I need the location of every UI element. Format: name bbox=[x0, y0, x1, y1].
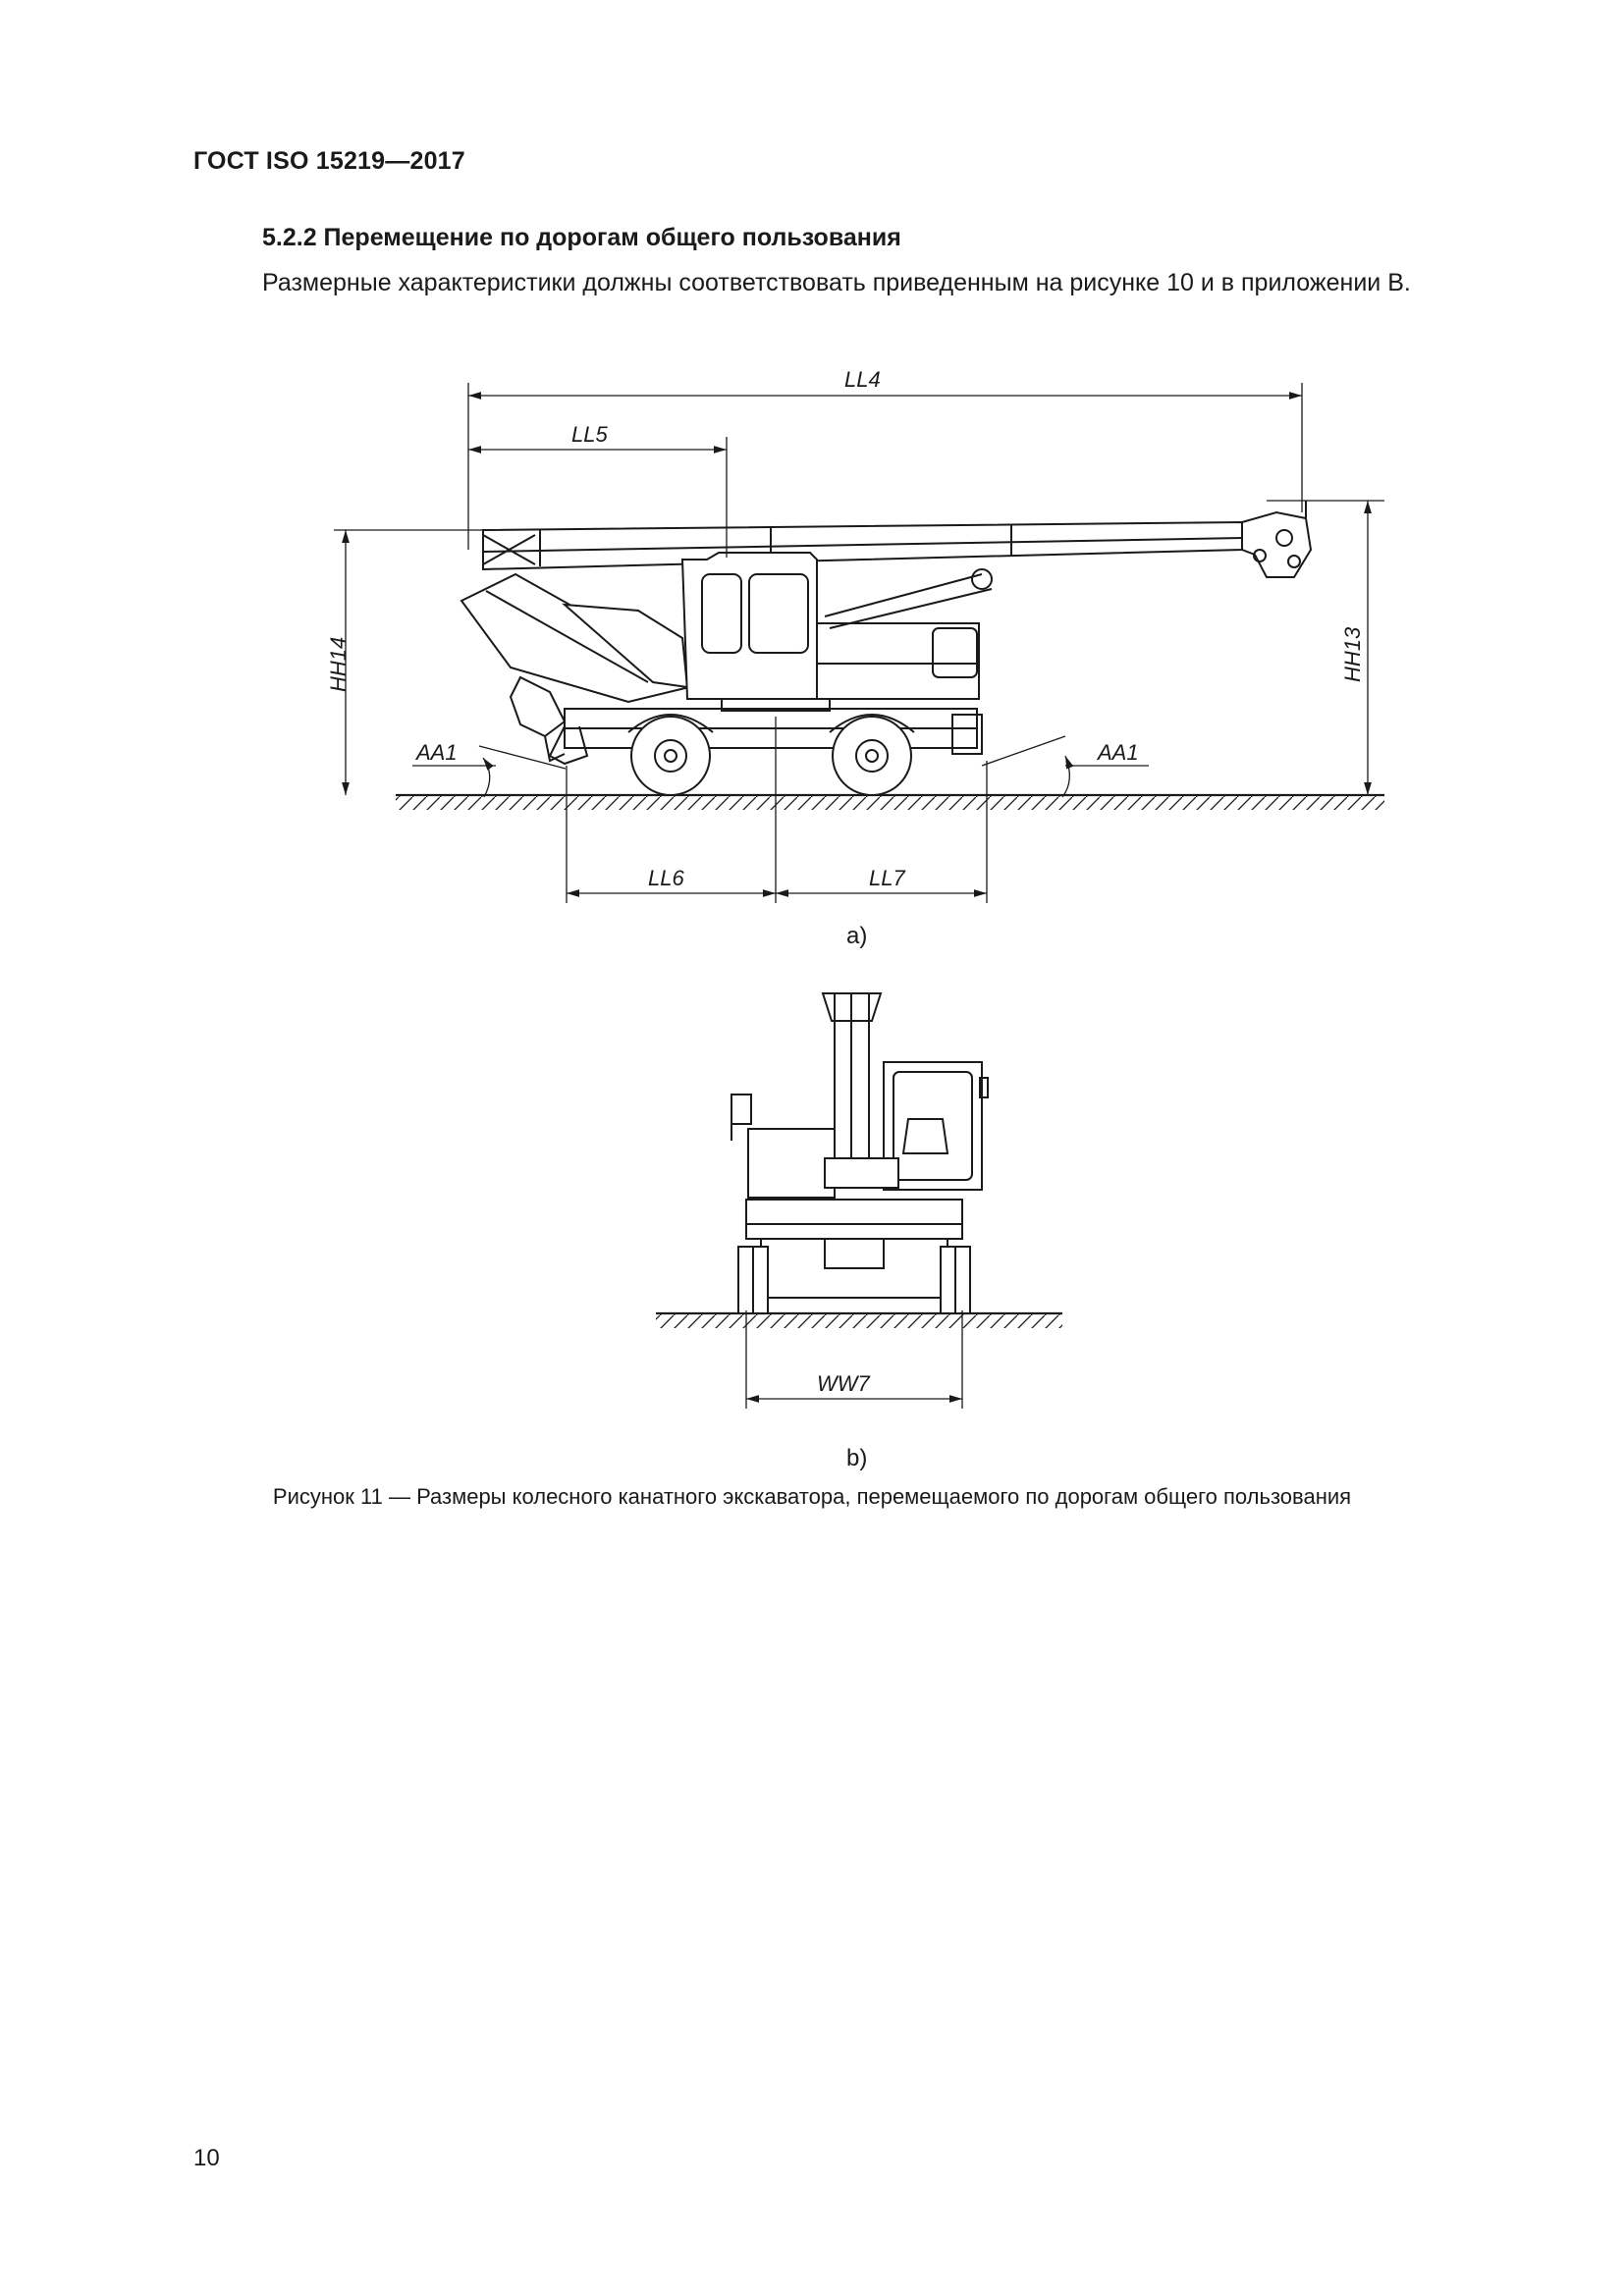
section-title: 5.2.2 Перемещение по дорогам общего пользования bbox=[262, 224, 901, 251]
dim-label-ll5: LL5 bbox=[571, 422, 608, 447]
excavator-side-drawing bbox=[461, 501, 1311, 795]
dim-label-aa1-right: AA1 bbox=[1098, 740, 1139, 765]
figure-a-sublabel: a) bbox=[846, 923, 868, 949]
dim-label-aa1-left: AA1 bbox=[416, 740, 458, 765]
figure-a-side-view bbox=[0, 0, 1624, 947]
ground-line bbox=[396, 795, 1384, 810]
figure-caption: Рисунок 11 — Размеры колесного канатного экскаватора, перемещаемого по дорогам общего пользования bbox=[272, 1484, 1352, 1509]
figure-b-front-view bbox=[0, 972, 1624, 1438]
ground-line bbox=[656, 1313, 1062, 1328]
figure-b-sublabel: b) bbox=[846, 1445, 868, 1471]
page-number: 10 bbox=[193, 2145, 220, 2171]
dim-label-hh14: HH14 bbox=[326, 636, 351, 692]
document-header: ГОСТ ISO 15219—2017 bbox=[193, 147, 465, 175]
dim-label-ww7: WW7 bbox=[817, 1371, 870, 1396]
dim-label-ll6: LL6 bbox=[648, 866, 684, 890]
dim-label-hh13: HH13 bbox=[1340, 626, 1365, 682]
excavator-front-drawing bbox=[731, 993, 988, 1313]
dim-label-ll4: LL4 bbox=[844, 367, 881, 392]
section-paragraph: Размерные характеристики должны соответствовать приведенным на рисунке 10 и в приложении В. bbox=[262, 269, 1411, 296]
dim-label-ll7: LL7 bbox=[869, 866, 905, 890]
